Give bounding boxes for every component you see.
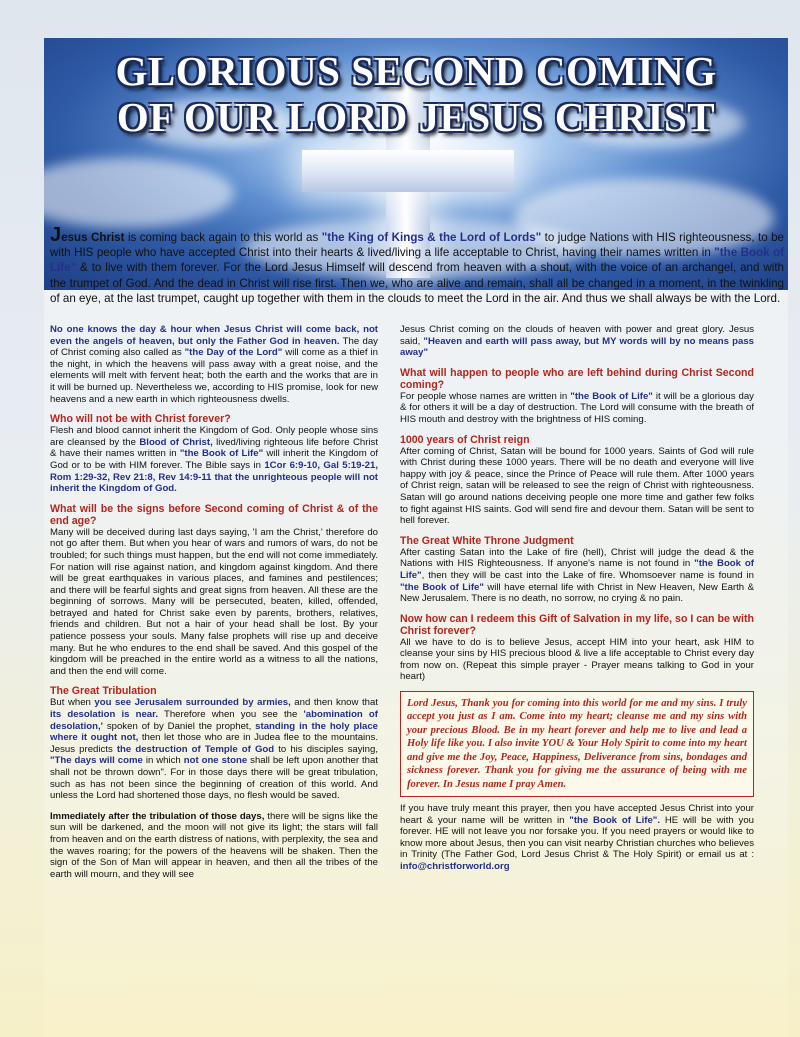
heading-white-throne: The Great White Throne Judgment <box>400 534 574 547</box>
drop-cap: J <box>50 224 62 246</box>
left-column <box>50 324 378 880</box>
heading-left-behind: What will happen to people who are left behind during Christ Second coming? <box>400 366 754 391</box>
heading-redeem: Now how can I redeem this Gift of Salvation in my life, so I can be with Christ forever? <box>400 612 754 637</box>
right-column <box>400 324 754 872</box>
title-line-2: OF OUR LORD JESUS CHRIST <box>116 94 716 140</box>
not-with-paragraph: Flesh and blood cannot inherit the Kingdom of God. Only people whose sins are cleansed by the Blood of Christ, lived/living righteous life before Christ & have their names written in "the Book of Life" will inherit the Kingdom of God or to be with HIM forever. The Bible says in 1Cor 6:9-10, Gal 5:19-21, Rom 1:29-32, Rev 21:8, Rev 14:9-11 that the unrighteous people will not inherit the Kingdom of God. <box>50 425 379 495</box>
heading-tribulation: The Great Tribulation <box>50 685 157 698</box>
email-link[interactable]: info@christforworld.org <box>400 860 510 872</box>
page-title <box>44 48 788 140</box>
intro-name: esus Christ <box>61 231 125 244</box>
after-tribulation-paragraph: Immediately after the tribulation of those days, there will be signs like the sun will be darkened, and the moon will not give its light; the stars will fall from heaven and on the earth distress of nations, with perplexity, the sea and the waves roaring; for the powers of the heavens will be shaken. Then the sign of the Son of Man will appear in heaven, and then all the tribes of the earth will mourn, and they will see <box>50 810 378 880</box>
heading-1000-years: 1000 years of Christ reign <box>400 433 530 446</box>
intro-paragraph: Jesus Christ is coming back again to this world as "the King of Kings & the Lord of Lords" to judge Nations with HIS righteousness, to be with HIS people who have accepted Christ into their hearts & lived/living a life acceptable to Christ, having their names written in "the Book of Life" & to live with them forever. For the Lord Jesus Himself will descend from heaven with a shout, with the voice of an archangel, and with the trumpet of God. And the dead in Christ will rise first. Then we, who are alive and remain, shall all be changed in a moment, in the twinkling of an eye, at the last trumpet, caught up together with them in the clouds to meet the Lord in the air. And thus we shall always be with the Lord. <box>50 224 784 305</box>
tribulation-paragraph: But when you see Jerusalem surrounded by armies, and then know that its desolation is near. Therefore when you see the 'abomination of desolation,' spoken of by Daniel the prophet, standing in the holy place where it ought not, then let those who are in Judea flee to the mountains. Jesus predicts the destruction of Temple of God to his disciples saying, "The days will come in which not one stone shall be left upon another that shall not be thrown down". For in those days there will be great tribulation, such as has not been since the beginning of creation of this world. And unless the Lord had shortened those days, no flesh would be saved. <box>50 697 378 802</box>
signs-paragraph: Many will be deceived during last days saying, 'I am the Christ,' therefore do not go after them. But when you hear of wars and rumors of wars, do not be troubled; for such things must happen, but the end will not come immediately. For nation will rise against nation, and kingdom against kingdom. And there will be great earthquakes in various places, and famines and pestilences; and there will be fearful sights and great signs from heaven. All these are the beginning of sorrows. Many will be persecuted, beaten, killed, offended, betrayed and hated for Christ sake even by parents, brothers, relatives, friends and children. But not a hair of your head shall be lost. By your patience possess your souls. Many false prophets will rise up and deceive many. But he who endures to the end shall be saved. And this gospel of the kingdom will be preached in the entire world as a witness to all the nations, and then the end will come. <box>50 526 378 677</box>
continuation-paragraph: Jesus Christ coming on the clouds of heaven with power and great glory. Jesus said, "Heaven and earth will pass away, but MY words will by no means pass away" <box>400 324 754 359</box>
title-line-1: GLORIOUS SECOND COMING <box>115 48 717 94</box>
day-paragraph: No one knows the day & hour when Jesus Christ will come back, not even the angels of heaven, but only the Father God in heaven. The day of Christ coming also called as "the Day of the Lord" will come as a thief in the night, in which the heavens will pass away with a great noise, and the elements will melt with fervent heat; both the earth and the works that are in it will be burned up. Nevertheless we, according to HIS promise, look for new heavens and a new earth in which righteousness dwells. <box>50 324 378 405</box>
left-behind-paragraph: For people whose names are written in "the Book of Life" it will be a glorious day & for others it will be a day of destruction. The Lord will consume with the breath of HIS mouth and destroy with the brightness of HIS coming. <box>400 390 754 425</box>
judgment-paragraph: After casting Satan into the Lake of fire (hell), Christ will judge the dead & the Nations with HIS Righteousness. If anyone's name is not found in "the Book of Life", then they will be cast into the Lake of fire. Whomsoever name is found in "the Book of Life" will have eternal life with Christ in New Heaven, New Earth & New Jerusalem. There is no death, no sorrow, no crying & no pain. <box>400 546 754 605</box>
reign-paragraph: After coming of Christ, Satan will be bound for 1000 years. Saints of God will rule with Christ during these 1000 years. There will be no death and everyone will live happy with joy & peace, since the Prince of Peace will rule them. After 1000 years of Christ reign, satan will be released to see the reign of Christ with righteousness. Satan will go around nations deceiving people one more time and gather few folks to fight against HIS saints. God will send fire and devour them. Satan will be sent to hell forever. <box>400 445 754 527</box>
redeem-paragraph: All we have to do is to believe Jesus, accept HIM into your heart, ask HIM to cleanse your sins by HIS precious blood & live a life acceptable to Christ every day from now on. (Repeat this simple prayer - Prayer means talking to God in your heart) <box>400 636 754 683</box>
poster-frame <box>44 38 788 1037</box>
heading-signs: What will be the signs before Second coming of Christ & of the end age? <box>50 502 378 527</box>
closing-paragraph: If you have truly meant this prayer, then you have accepted Jesus Christ into your heart & your name will be written in "the Book of Life". HE will be with you forever. HE will not leave you nor forsake you. If you need prayers or would like to know more about Jesus, then you can visit nearby Christian churches who believes in Trinity (The Father God, Lord Jesus Christ & The Holy Spirit) or email us at : info@christforworld.org <box>400 802 754 872</box>
prayer-box: Lord Jesus, Thank you for coming into this world for me and my sins. I truly accept you just as I am. Come into my heart; cleanse me and my sins with your precious Blood. Be in my heart forever and help me to live and lead a Holy life like you. I also invite YOU & Your Holy Spirit to come into my heart and give me the Joy, Peace, Happiness, Deliverance from sins, bondages and sickness forever. Thank you for giving me the assurance of being with me forever. In Jesus name I pray Amen. <box>400 691 754 797</box>
heading-not-with-christ: Who will not be with Christ forever? <box>50 413 231 426</box>
